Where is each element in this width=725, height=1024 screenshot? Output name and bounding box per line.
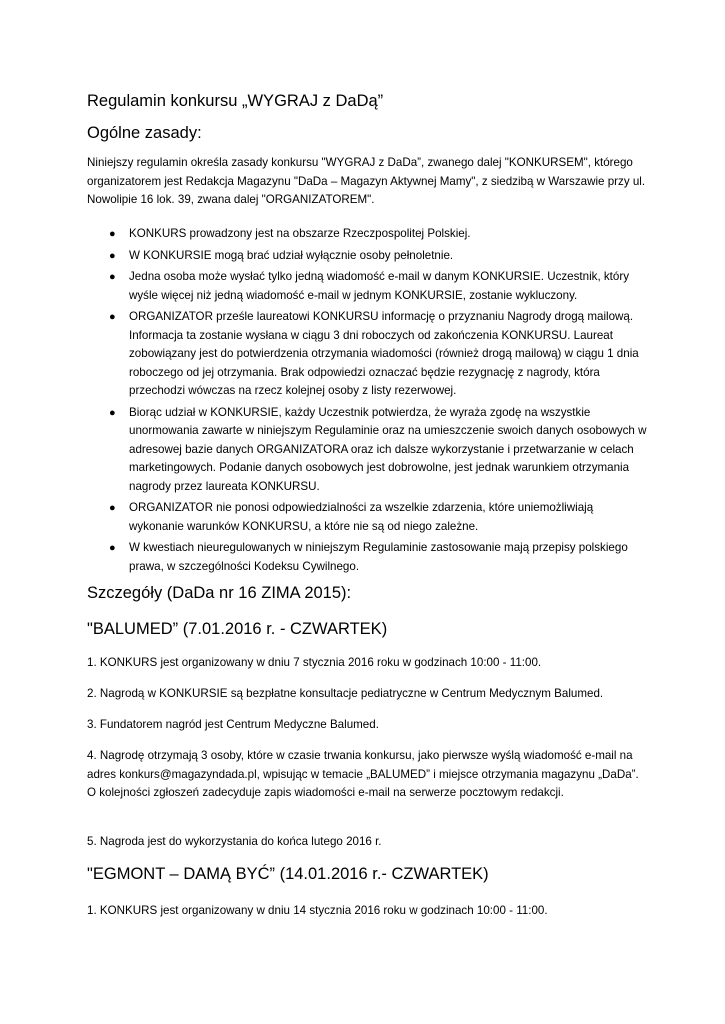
list-item [87, 539, 647, 576]
balumed-point-1: 1. KONKURS jest organizowany w dniu 7 stycznia 2016 roku w godzinach 10:00 - 11:00. [87, 656, 542, 669]
list-item [87, 268, 647, 305]
list-item-text: Jedna osoba może wysłać tylko jedną wiadomość e-mail w danym KONKURSIE. Uczestnik, który wyśle więcej niż jedną wiadomość e-mail w jednym KONKURSIE, zostanie wykluczony. [129, 270, 630, 302]
list-item-text: ORGANIZATOR nie ponosi odpowiedzialności za wszelkie zdarzenia, które uniemożliwiają wykonanie warunków KONKURSU, a które nie są od niego zależne. [129, 501, 594, 533]
balumed-heading: "BALUMED” (7.01.2016 r. - CZWARTEK) [87, 620, 388, 638]
list-item [87, 247, 647, 266]
bullet-icon: ● [109, 406, 116, 419]
balumed-point-3: 3. Fundatorem nagród jest Centrum Medyczne Balumed. [87, 718, 379, 731]
bullet-icon: ● [109, 249, 116, 262]
list-item [87, 225, 647, 244]
list-item-text: ORGANIZATOR prześle laureatowi KONKURSU informację o przyznaniu Nagrody drogą mailową. Informacja ta zostanie wysłana w ciągu 3 dni roboczych od zakończenia KONKURSU. Laureat zobowiązany jest do potwierdzenia otrzymania wiadomości (również drogą mailową) w ciągu 1 dnia roboczego od jej otrzymania. Brak odpowiedzi oznaczać będzie rezygnację z nagrody, która przechodzi wówczas na rzecz kolejnej osoby z listy rezerwowej. [129, 310, 639, 397]
details-heading: Szczegóły (DaDa nr 16 ZIMA 2015): [87, 584, 352, 602]
bullet-icon: ● [109, 311, 116, 323]
list-item [87, 308, 647, 401]
rules-list [87, 225, 647, 579]
balumed-point-2: 2. Nagrodą w KONKURSIE są bezpłatne konsultacje pediatryczne w Centrum Medycznym Balumed. [87, 687, 604, 700]
list-item-text: Biorąc udział w KONKURSIE, każdy Uczestnik potwierdza, że wyraża zgodę na wszystkie unormowania zawarte w niniejszym Regulaminie oraz na umieszczenie swoich danych osobowych w adresowej bazie danych ORGANIZATORA oraz ich dalsze wykorzystanie i przetwarzanie w celach marketingowych. Podanie danych osobowych jest dobrowolne, jest jednak warunkiem otrzymania nagrody przez laureata KONKURSU. [129, 405, 647, 493]
balumed-point-4: 4. Nagrodę otrzymają 3 osoby, które w czasie trwania konkursu, jako pierwsze wyślą wiadomość e-mail na adres konkurs@magazyndada.pl, wpisując w temacie „BALUMED” i miejsce otrzymania magazynu „DaDa”. O kolejności zgłoszeń zadecyduje zapis wiadomości e-mail na serwerze pocztowym redakcji. [87, 749, 639, 799]
document-title: Regulamin konkursu „WYGRAJ z DaDą” [87, 92, 384, 110]
balumed-point-5: 5. Nagroda jest do wykorzystania do końca lutego 2016 r. [87, 835, 382, 848]
egmont-point-1: 1. KONKURS jest organizowany w dniu 14 stycznia 2016 roku w godzinach 10:00 - 11:00. [87, 904, 548, 917]
egmont-heading: "EGMONT – DAMĄ BYĆ” (14.01.2016 r.- CZWARTEK) [87, 865, 489, 883]
intro-paragraph: Niniejszy regulamin określa zasady konkursu "WYGRAJ z DaDa”, zwanego dalej "KONKURSEM", którego organizatorem jest Redakcja Magazynu "DaDa – Magazyn Aktywnej Mamy", z siedzibą w Warszawie przy ul. Nowolipie 16 lok. 39, zwana dalej "ORGANIZATOREM". [87, 156, 646, 206]
bullet-icon: ● [109, 271, 116, 283]
list-item-text: W kwestiach nieuregulowanych w niniejszym Regulaminie zastosowanie mają przepisy polskiego prawa, w szczególności Kodeksu Cywilnego. [129, 541, 628, 573]
list-item [87, 404, 647, 497]
list-item [87, 499, 647, 536]
bullet-icon: ● [109, 228, 116, 240]
general-rules-heading: Ogólne zasady: [87, 124, 202, 142]
list-item-text: W KONKURSIE mogą brać udział wyłącznie osoby pełnoletnie. [129, 248, 454, 262]
bullet-icon: ● [109, 542, 116, 554]
bullet-icon: ● [109, 502, 116, 514]
list-item-text: KONKURS prowadzony jest na obszarze Rzeczpospolitej Polskiej. [129, 227, 471, 240]
